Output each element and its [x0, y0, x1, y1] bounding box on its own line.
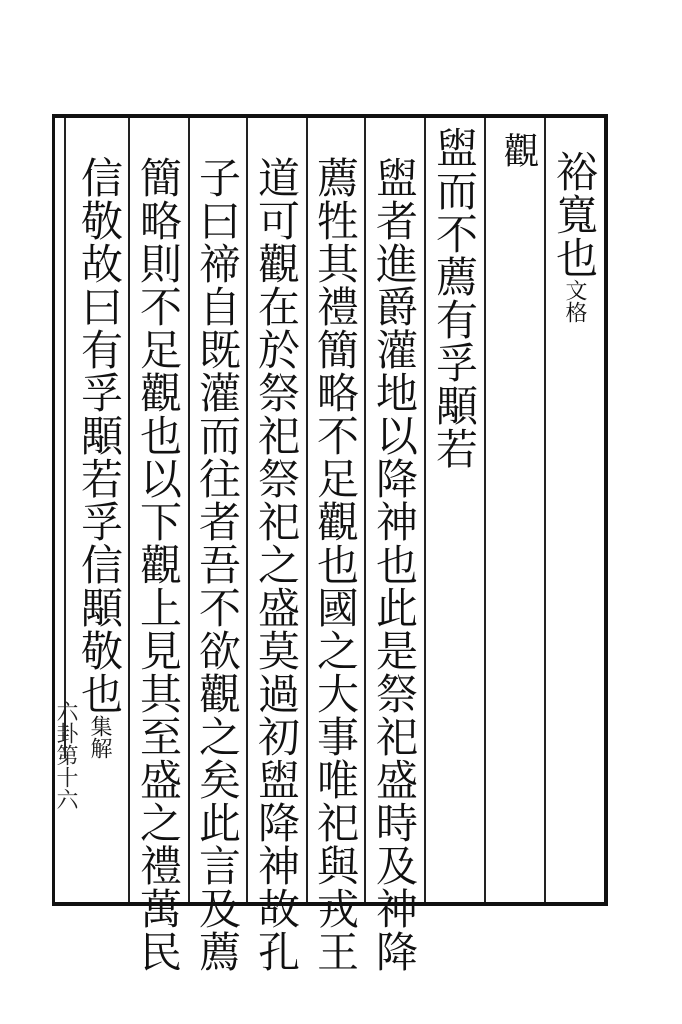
column-divider — [188, 118, 190, 902]
text-column-1 — [550, 150, 599, 323]
column-text: 道可觀在於祭祀祭祀之盛莫過初盥降神故孔 — [252, 156, 301, 973]
column-divider — [306, 118, 308, 902]
left-inner-rule — [64, 118, 66, 758]
right-border-rule — [604, 114, 608, 906]
text-column-9 — [75, 156, 124, 759]
column-divider — [424, 118, 426, 902]
column-note: 文格 — [562, 279, 587, 323]
column-divider — [246, 118, 248, 902]
text-column-5 — [311, 156, 360, 973]
top-border-rule — [52, 114, 608, 118]
text-column-7 — [193, 156, 242, 973]
column-divider — [128, 118, 130, 902]
column-text: 子曰禘自既灌而往者吾不欲觀之矣此言及薦 — [193, 156, 242, 973]
text-column-4 — [370, 156, 419, 973]
column-divider — [544, 118, 546, 902]
text-column-6 — [252, 156, 301, 973]
column-text: 裕寬也 — [550, 150, 599, 279]
column-text: 信敬故曰有孚顒若孚信顒敬也 — [75, 156, 124, 715]
column-text: 薦牲其禮簡略不足觀也國之大事唯祀與戎王 — [311, 156, 360, 973]
text-column-3 — [430, 126, 479, 470]
column-note: 集解 — [87, 715, 112, 759]
text-column-8 — [134, 156, 183, 973]
column-divider — [364, 118, 366, 902]
margin-mark: 六卦第十六 — [53, 700, 78, 810]
column-text: 簡略則不足觀也以下觀上見其至盛之禮萬民 — [134, 156, 183, 973]
column-text: 觀 — [498, 132, 539, 169]
column-text: 盥而不薦有孚顒若 — [430, 126, 479, 470]
column-text: 盥者進爵灌地以降神也此是祭祀盛時及神降 — [370, 156, 419, 973]
column-divider — [484, 118, 486, 902]
hexagram-title — [498, 132, 539, 169]
